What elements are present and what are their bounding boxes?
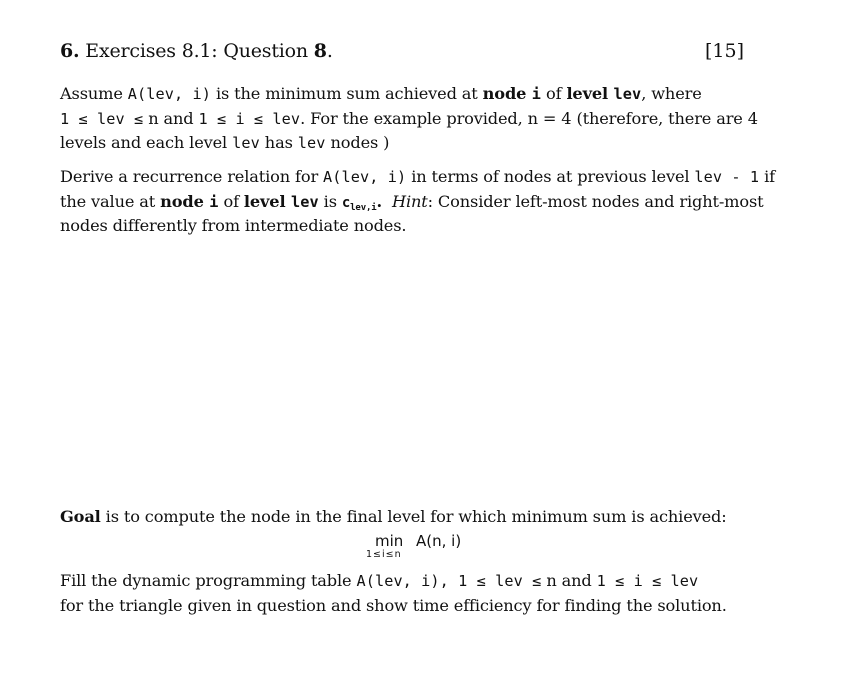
text-span: levels and each level — [60, 133, 233, 152]
code-span: 1 ≤ i ≤ lev — [596, 572, 699, 590]
bold-span: node — [482, 84, 532, 103]
question-id: 8 — [313, 40, 327, 62]
text-span: the value at — [60, 191, 161, 211]
text-span: of — [223, 191, 244, 211]
text-line — [60, 594, 800, 619]
bold-span: node — [160, 191, 210, 211]
code-span: lev — [232, 134, 260, 152]
text-line — [60, 214, 800, 239]
text-line — [60, 131, 800, 156]
text-span: Fill the dynamic programming table — [60, 571, 357, 590]
text-span: is to compute the node in the final level for which minimum sum is achieved: — [100, 507, 727, 526]
text-span: is the minimum sum achieved at — [210, 84, 483, 103]
text-span: Derive a recurrence relation for — [60, 167, 324, 186]
question-header — [60, 40, 744, 66]
text-span: has — [259, 133, 298, 152]
code-span: lev — [297, 134, 326, 152]
min-operator: min — [375, 532, 404, 550]
value-subscript: lev,i — [350, 202, 377, 213]
text-span: in terms of nodes at previous level — [406, 167, 695, 186]
text-span: if — [759, 167, 775, 186]
code-span: A(lev, i) — [127, 85, 211, 103]
hint-label: Hint — [392, 191, 428, 211]
text-span: Assume — [60, 84, 128, 103]
text-span: , where — [641, 84, 702, 103]
marks-label: [15] — [704, 40, 744, 62]
bold-span: level — [566, 84, 614, 103]
goal-paragraph — [60, 505, 800, 530]
text-span: n and — [143, 108, 199, 128]
code-span: i — [531, 85, 541, 103]
text-span: is — [318, 191, 342, 211]
code-span: 1 ≤ i ≤ lev — [198, 109, 301, 128]
text-span: of — [546, 84, 567, 103]
code-span: lev — [613, 85, 642, 103]
text-span: n and — [541, 571, 597, 590]
code-span: A(lev, i) — [323, 168, 407, 186]
text-span: : Consider left-most nodes and right-most — [427, 191, 764, 211]
code-span: lev - 1 — [694, 168, 760, 186]
text-span: . — [376, 191, 382, 211]
question-title-text: Exercises 8.1: Question — [85, 40, 314, 62]
text-line — [60, 107, 800, 132]
min-function: A(n, i) — [416, 532, 462, 550]
code-span: lev — [290, 192, 319, 211]
goal-label: Goal — [60, 507, 101, 526]
title-period: . — [326, 40, 333, 62]
code-span: A(lev, i), 1 ≤ lev ≤ — [356, 572, 542, 590]
text-line — [60, 190, 800, 215]
text-line — [60, 165, 800, 190]
code-span: 1 ≤ lev ≤ — [60, 109, 144, 128]
text-line — [60, 505, 800, 530]
value-variable: c — [341, 194, 351, 211]
code-span: i — [209, 192, 219, 211]
min-range: 1≤i≤n — [366, 549, 402, 560]
task-paragraph — [60, 569, 800, 618]
text-span: for the triangle given in question and show time efficiency for finding the solution. — [60, 595, 727, 615]
text-line — [60, 569, 800, 594]
text-span: . For the example provided, n = 4 (therefore, there are 4 — [300, 108, 758, 128]
text-span: nodes differently from intermediate nodes. — [60, 216, 407, 235]
text-span: nodes ) — [325, 133, 390, 152]
question-title — [60, 40, 333, 62]
text-line — [60, 82, 800, 107]
bold-span: level — [243, 191, 291, 211]
definition-paragraph — [60, 82, 800, 156]
question-number: 6. — [60, 40, 80, 62]
recurrence-paragraph — [60, 165, 800, 239]
